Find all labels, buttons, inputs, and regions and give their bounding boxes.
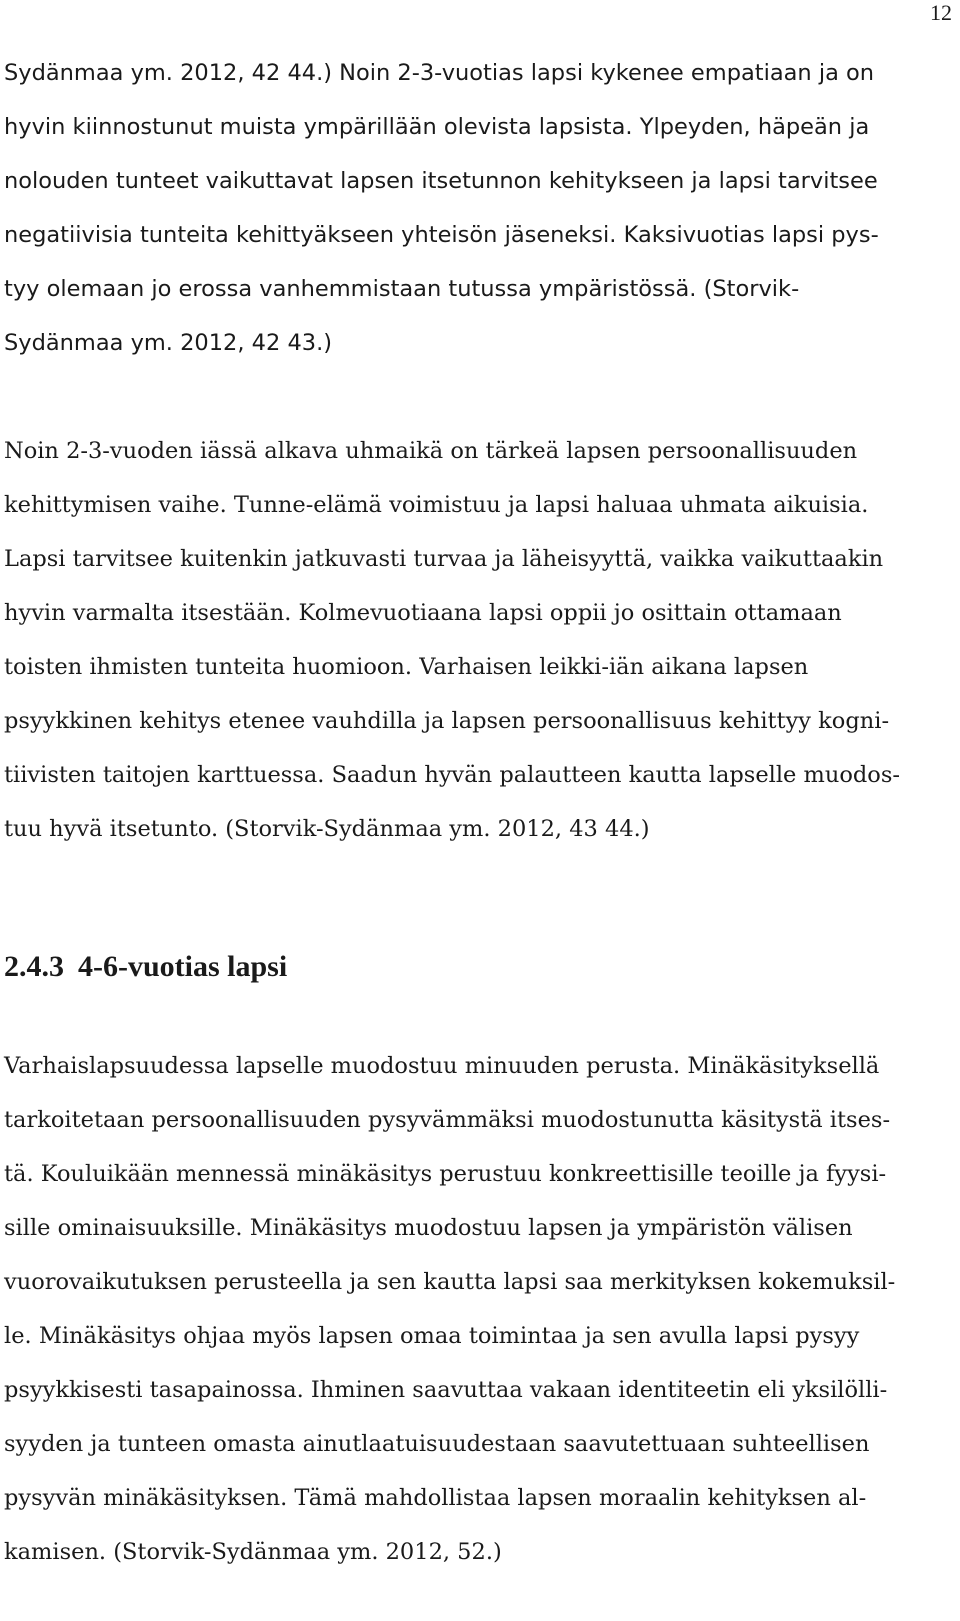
paragraph-3 xyxy=(4,1039,956,1579)
text-line: pysyvän minäkäsityksen. Tämä mahdollistaa lapsen moraalin kehityksen al- xyxy=(4,1485,867,1511)
text-line: syyden ja tunteen omasta ainutlaatuisuudestaan saavutettuaan suhteellisen xyxy=(4,1431,870,1457)
text-line: hyvin varmalta itsestään. Kolmevuotiaana lapsi oppii jo osittain ottamaan xyxy=(4,600,842,626)
text-line: tiivisten taitojen karttuessa. Saadun hyvän palautteen kautta lapselle muodos- xyxy=(4,762,900,788)
text-line: Sydänmaa ym. 2012, 42 43.) xyxy=(4,330,333,356)
text-line: psyykkinen kehitys etenee vauhdilla ja lapsen persoonallisuus kehittyy kogni- xyxy=(4,708,890,734)
text-line: tuu hyvä itsetunto. (Storvik-Sydänmaa ym. 2012, 43 44.) xyxy=(4,816,650,842)
section-number: 2.4.3 xyxy=(4,950,64,983)
text-line: negatiivisia tunteita kehittyäkseen yhteisön jäseneksi. Kaksivuotias lapsi pys- xyxy=(4,222,879,248)
text-line: Sydänmaa ym. 2012, 42 44.) Noin 2-3-vuotias lapsi kykenee empatiaan ja on xyxy=(4,60,875,86)
text-line: nolouden tunteet vaikuttavat lapsen itsetunnon kehitykseen ja lapsi tarvitsee xyxy=(4,168,878,194)
section-heading xyxy=(4,940,287,994)
text-line: tarkoitetaan persoonallisuuden pysyvämmäksi muodostunutta käsitystä itses- xyxy=(4,1107,891,1133)
text-line: kehittymisen vaihe. Tunne-elämä voimistuu ja lapsi haluaa uhmata aikuisia. xyxy=(4,492,869,518)
paragraph-2 xyxy=(4,424,956,856)
text-line: sille ominaisuuksille. Minäkäsitys muodostuu lapsen ja ympäristön välisen xyxy=(4,1215,853,1241)
section-title: 4-6-vuotias lapsi xyxy=(78,950,288,983)
text-line: Lapsi tarvitsee kuitenkin jatkuvasti turvaa ja läheisyyttä, vaikka vaikuttaakin xyxy=(4,546,884,572)
paragraph-1 xyxy=(4,46,956,370)
text-line: Varhaislapsuudessa lapselle muodostuu minuuden perusta. Minäkäsityksellä xyxy=(4,1053,880,1079)
text-line: Noin 2-3-vuoden iässä alkava uhmaikä on tärkeä lapsen persoonallisuuden xyxy=(4,438,858,464)
text-line: kamisen. (Storvik-Sydänmaa ym. 2012, 52.) xyxy=(4,1539,502,1565)
text-line: tä. Kouluikään mennessä minäkäsitys perustuu konkreettisille teoille ja fyysi- xyxy=(4,1161,887,1187)
page-number: 12 xyxy=(930,0,952,25)
text-line: tyy olemaan jo erossa vanhemmistaan tutussa ympäristössä. (Storvik- xyxy=(4,276,800,302)
text-line: toisten ihmisten tunteita huomioon. Varhaisen leikki-iän aikana lapsen xyxy=(4,654,809,680)
text-line: vuorovaikutuksen perusteella ja sen kautta lapsi saa merkityksen kokemuksil- xyxy=(4,1269,896,1295)
text-line: le. Minäkäsitys ohjaa myös lapsen omaa toimintaa ja sen avulla lapsi pysyy xyxy=(4,1323,860,1349)
text-line: psyykkisesti tasapainossa. Ihminen saavuttaa vakaan identiteetin eli yksilölli- xyxy=(4,1377,888,1403)
text-line: hyvin kiinnostunut muista ympärillään olevista lapsista. Ylpeyden, häpeän ja xyxy=(4,114,870,140)
